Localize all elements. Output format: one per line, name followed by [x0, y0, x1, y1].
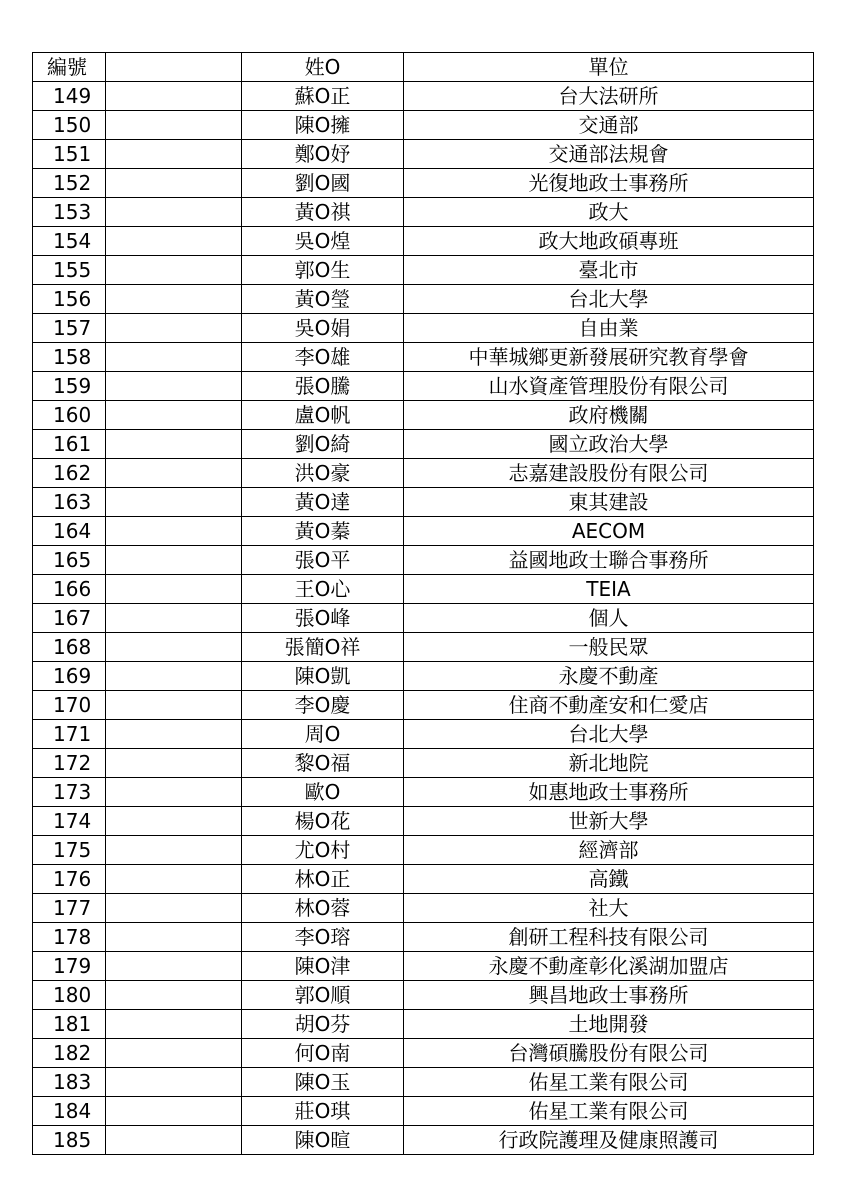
table-row	[33, 372, 814, 401]
cell-unit: 交通部	[404, 111, 814, 140]
cell-unit: 經濟部	[404, 836, 814, 865]
cell-number: 175	[33, 836, 106, 865]
cell-unit: 益國地政士聯合事務所	[404, 546, 814, 575]
cell-unit: 新北地院	[404, 749, 814, 778]
cell-unit: 行政院護理及健康照護司	[404, 1126, 814, 1155]
cell-unit: 社大	[404, 894, 814, 923]
table-row	[33, 575, 814, 604]
cell-unit: 國立政治大學	[404, 430, 814, 459]
cell-name: 莊O琪	[242, 1097, 404, 1126]
attendee-table	[32, 52, 814, 1155]
cell-unit: 如惠地政士事務所	[404, 778, 814, 807]
cell-number: 163	[33, 488, 106, 517]
cell-number: 172	[33, 749, 106, 778]
table-row	[33, 227, 814, 256]
cell-unit: 世新大學	[404, 807, 814, 836]
cell-name: 蘇O正	[242, 82, 404, 111]
cell-name: 張O平	[242, 546, 404, 575]
cell-unit: 自由業	[404, 314, 814, 343]
cell-blank	[106, 923, 242, 952]
cell-name: 洪O豪	[242, 459, 404, 488]
cell-number: 171	[33, 720, 106, 749]
cell-number: 162	[33, 459, 106, 488]
cell-name: 黃O祺	[242, 198, 404, 227]
table-row	[33, 430, 814, 459]
table-row	[33, 894, 814, 923]
cell-unit: 興昌地政士事務所	[404, 981, 814, 1010]
cell-number: 164	[33, 517, 106, 546]
cell-name: 黎O福	[242, 749, 404, 778]
cell-number: 151	[33, 140, 106, 169]
cell-name: 郭O順	[242, 981, 404, 1010]
table-row	[33, 1097, 814, 1126]
cell-blank	[106, 662, 242, 691]
cell-name: 吳O娟	[242, 314, 404, 343]
table-row	[33, 604, 814, 633]
cell-blank	[106, 952, 242, 981]
cell-blank	[106, 807, 242, 836]
table-row	[33, 343, 814, 372]
cell-unit: 個人	[404, 604, 814, 633]
cell-blank	[106, 1126, 242, 1155]
cell-number: 173	[33, 778, 106, 807]
cell-number: 184	[33, 1097, 106, 1126]
cell-blank	[106, 343, 242, 372]
table-row	[33, 111, 814, 140]
cell-unit: 政大	[404, 198, 814, 227]
cell-number: 176	[33, 865, 106, 894]
cell-blank	[106, 198, 242, 227]
cell-number: 165	[33, 546, 106, 575]
cell-number: 159	[33, 372, 106, 401]
header-blank	[106, 53, 242, 82]
cell-number: 161	[33, 430, 106, 459]
table-row	[33, 488, 814, 517]
table-row	[33, 749, 814, 778]
cell-name: 劉O國	[242, 169, 404, 198]
table-body	[33, 82, 814, 1155]
cell-name: 黃O達	[242, 488, 404, 517]
cell-unit: AECOM	[404, 517, 814, 546]
cell-unit: 永慶不動產彰化溪湖加盟店	[404, 952, 814, 981]
cell-unit: 高鐵	[404, 865, 814, 894]
cell-number: 149	[33, 82, 106, 111]
cell-blank	[106, 894, 242, 923]
cell-unit: 山水資產管理股份有限公司	[404, 372, 814, 401]
cell-name: 張O騰	[242, 372, 404, 401]
cell-blank	[106, 256, 242, 285]
cell-blank	[106, 169, 242, 198]
cell-name: 鄭O妤	[242, 140, 404, 169]
cell-name: 郭O生	[242, 256, 404, 285]
cell-unit: 永慶不動產	[404, 662, 814, 691]
cell-name: 陳O玉	[242, 1068, 404, 1097]
cell-blank	[106, 1068, 242, 1097]
table-row	[33, 1010, 814, 1039]
cell-number: 174	[33, 807, 106, 836]
table-row	[33, 1039, 814, 1068]
header-name: 姓O	[242, 53, 404, 82]
cell-name: 黃O蓁	[242, 517, 404, 546]
cell-blank	[106, 1039, 242, 1068]
cell-blank	[106, 575, 242, 604]
table-row	[33, 140, 814, 169]
cell-number: 183	[33, 1068, 106, 1097]
table-row	[33, 836, 814, 865]
cell-blank	[106, 1010, 242, 1039]
cell-blank	[106, 865, 242, 894]
cell-name: 李O雄	[242, 343, 404, 372]
cell-name: 劉O綺	[242, 430, 404, 459]
cell-number: 182	[33, 1039, 106, 1068]
table-row	[33, 517, 814, 546]
table-row	[33, 662, 814, 691]
table-row	[33, 865, 814, 894]
cell-number: 153	[33, 198, 106, 227]
cell-name: 陳O津	[242, 952, 404, 981]
cell-number: 181	[33, 1010, 106, 1039]
table-row	[33, 314, 814, 343]
cell-unit: 土地開發	[404, 1010, 814, 1039]
cell-name: 盧O帆	[242, 401, 404, 430]
cell-number: 168	[33, 633, 106, 662]
cell-unit: 臺北市	[404, 256, 814, 285]
cell-name: 黃O瑩	[242, 285, 404, 314]
header-number: 編號	[33, 53, 106, 82]
cell-number: 152	[33, 169, 106, 198]
cell-unit: 一般民眾	[404, 633, 814, 662]
cell-unit: 創研工程科技有限公司	[404, 923, 814, 952]
cell-unit: 政大地政碩專班	[404, 227, 814, 256]
cell-name: 張O峰	[242, 604, 404, 633]
cell-number: 177	[33, 894, 106, 923]
cell-blank	[106, 517, 242, 546]
table-row	[33, 546, 814, 575]
cell-number: 150	[33, 111, 106, 140]
cell-number: 157	[33, 314, 106, 343]
cell-name: 李O瑢	[242, 923, 404, 952]
table-row	[33, 778, 814, 807]
cell-number: 185	[33, 1126, 106, 1155]
cell-unit: 台北大學	[404, 720, 814, 749]
table-row	[33, 807, 814, 836]
table-row	[33, 981, 814, 1010]
cell-unit: 台大法研所	[404, 82, 814, 111]
table-row	[33, 1126, 814, 1155]
cell-number: 180	[33, 981, 106, 1010]
cell-unit: 台北大學	[404, 285, 814, 314]
cell-number: 167	[33, 604, 106, 633]
cell-blank	[106, 430, 242, 459]
cell-blank	[106, 111, 242, 140]
header-unit: 單位	[404, 53, 814, 82]
cell-number: 158	[33, 343, 106, 372]
cell-blank	[106, 981, 242, 1010]
table-row	[33, 720, 814, 749]
cell-blank	[106, 285, 242, 314]
cell-number: 170	[33, 691, 106, 720]
cell-number: 166	[33, 575, 106, 604]
cell-name: 陳O擁	[242, 111, 404, 140]
cell-number: 160	[33, 401, 106, 430]
cell-name: 林O蓉	[242, 894, 404, 923]
cell-name: 何O南	[242, 1039, 404, 1068]
header-row	[33, 53, 814, 82]
cell-blank	[106, 836, 242, 865]
table-row	[33, 82, 814, 111]
cell-name: 李O慶	[242, 691, 404, 720]
cell-name: 吳O煌	[242, 227, 404, 256]
cell-blank	[106, 546, 242, 575]
table-row	[33, 952, 814, 981]
cell-blank	[106, 778, 242, 807]
cell-blank	[106, 82, 242, 111]
table-row	[33, 401, 814, 430]
cell-unit: 住商不動產安和仁愛店	[404, 691, 814, 720]
cell-name: 胡O芬	[242, 1010, 404, 1039]
cell-blank	[106, 633, 242, 662]
cell-name: 王O心	[242, 575, 404, 604]
cell-blank	[106, 1097, 242, 1126]
cell-blank	[106, 749, 242, 778]
table-row	[33, 169, 814, 198]
cell-blank	[106, 691, 242, 720]
cell-name: 尤O村	[242, 836, 404, 865]
cell-name: 張簡O祥	[242, 633, 404, 662]
cell-blank	[106, 488, 242, 517]
cell-blank	[106, 401, 242, 430]
cell-name: 歐O	[242, 778, 404, 807]
cell-name: 楊O花	[242, 807, 404, 836]
table-row	[33, 459, 814, 488]
cell-unit: 政府機關	[404, 401, 814, 430]
table-row	[33, 1068, 814, 1097]
cell-unit: 佑星工業有限公司	[404, 1097, 814, 1126]
cell-blank	[106, 372, 242, 401]
cell-blank	[106, 314, 242, 343]
cell-unit: 東其建設	[404, 488, 814, 517]
cell-unit: 中華城鄉更新發展研究教育學會	[404, 343, 814, 372]
cell-unit: 台灣碩騰股份有限公司	[404, 1039, 814, 1068]
table-row	[33, 198, 814, 227]
cell-name: 林O正	[242, 865, 404, 894]
cell-number: 169	[33, 662, 106, 691]
cell-blank	[106, 459, 242, 488]
cell-number: 155	[33, 256, 106, 285]
cell-blank	[106, 227, 242, 256]
table-row	[33, 633, 814, 662]
cell-unit: 交通部法規會	[404, 140, 814, 169]
cell-number: 178	[33, 923, 106, 952]
table-row	[33, 923, 814, 952]
cell-unit: 佑星工業有限公司	[404, 1068, 814, 1097]
cell-blank	[106, 604, 242, 633]
cell-number: 179	[33, 952, 106, 981]
cell-name: 陳O暄	[242, 1126, 404, 1155]
cell-unit: 志嘉建設股份有限公司	[404, 459, 814, 488]
cell-number: 154	[33, 227, 106, 256]
cell-unit: 光復地政士事務所	[404, 169, 814, 198]
cell-name: 陳O凱	[242, 662, 404, 691]
cell-unit: TEIA	[404, 575, 814, 604]
cell-blank	[106, 140, 242, 169]
table-row	[33, 285, 814, 314]
cell-blank	[106, 720, 242, 749]
table-row	[33, 691, 814, 720]
cell-name: 周O	[242, 720, 404, 749]
table-row	[33, 256, 814, 285]
cell-number: 156	[33, 285, 106, 314]
